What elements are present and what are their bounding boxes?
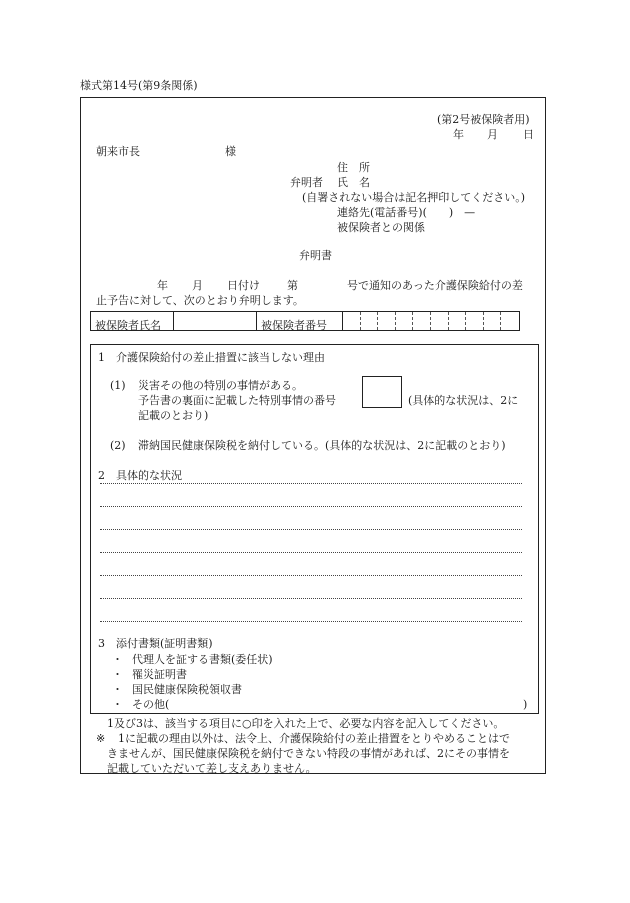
form-number: 様式第14号(第9条関係)	[80, 79, 198, 92]
section1-item1-note-b: 記載のとおり)	[138, 409, 209, 422]
insured-type-label: (第2号被保険者用)	[437, 113, 530, 126]
situation-writing-line[interactable]	[100, 621, 522, 622]
insured-number-label-cell	[257, 312, 343, 330]
digit-cell	[413, 312, 431, 330]
intro-month: 月	[192, 279, 203, 292]
situation-writing-line[interactable]	[100, 598, 522, 599]
situation-writing-line[interactable]	[100, 575, 522, 576]
digit-cell	[378, 312, 396, 330]
situation-writing-line[interactable]	[100, 552, 522, 553]
intro-line2: 止予告に対して、次のとおり弁明します。	[96, 294, 304, 307]
applicant-role-label: 弁明者	[290, 176, 323, 189]
digit-cell	[396, 312, 414, 330]
section1-item2-text: 滞納国民健康保険税を納付している。(具体的な状況は、2に記載のとおり)	[138, 439, 506, 452]
attachment-item-other[interactable]: その他(	[132, 698, 170, 711]
digit-cell	[484, 312, 502, 330]
bullet: ・	[112, 698, 123, 711]
situation-writing-line[interactable]	[100, 506, 522, 507]
note-line2: 1に記載の理由以外は、法令上、介護保険給付の差止措置をとりやめることはで	[118, 732, 510, 745]
bullet: ・	[112, 668, 123, 681]
seal-note: (自署されない場合は記名押印してください。)	[302, 191, 526, 204]
addressee-honorific: 様	[225, 145, 236, 158]
addressee-name: 朝来市長	[96, 145, 140, 158]
digit-cell	[501, 312, 519, 330]
relation-label: 被保険者との関係	[337, 221, 425, 234]
note-line3: きませんが、国民健康保険税を納付できない特段の事情があれば、2にその事情を	[107, 747, 510, 760]
bullet: ・	[112, 683, 123, 696]
digit-cell	[361, 312, 379, 330]
insured-name-label-cell	[91, 312, 174, 330]
insured-number-label: 被保険者番号	[261, 319, 327, 332]
intro-number-prefix: 第	[287, 279, 298, 292]
insured-name-label: 被保険者氏名	[95, 319, 161, 332]
section1-heading: 1 介護保険給付の差止措置に該当しない理由	[98, 351, 325, 364]
date-day: 日	[523, 128, 534, 141]
date-year: 年	[453, 128, 464, 141]
digit-cell	[343, 312, 361, 330]
date-month: 月	[487, 128, 498, 141]
document-title: 弁明書	[299, 249, 332, 262]
section1-item1-line2: 予告書の裏面に記載した特別事情の番号	[138, 394, 336, 407]
attachment-item[interactable]: 国民健康保険税領収書	[132, 683, 242, 696]
section1-item2-number: (2)	[110, 439, 126, 452]
section1-item1-note-a: (具体的な状況は、2に	[408, 394, 519, 407]
section3-heading: 3 添付書類(証明書類)	[98, 637, 213, 650]
section2-heading: 2 具体的な状況	[98, 469, 182, 482]
intro-line1-rest: 号で通知のあった介護保険給付の差	[347, 279, 523, 292]
insured-name-field[interactable]	[174, 312, 257, 330]
section1-item1-line1: 災害その他の特別の事情がある。	[138, 379, 303, 392]
address-label: 住 所	[337, 161, 370, 174]
attachment-item[interactable]: 罹災証明書	[132, 668, 187, 681]
intro-day-dated: 日付け	[227, 279, 260, 292]
attachment-item[interactable]: 代理人を証する書類(委任状)	[132, 653, 273, 666]
note-line4: 記載していただいて差し支えありません。	[107, 762, 317, 775]
situation-writing-line[interactable]	[100, 529, 522, 530]
intro-year: 年	[157, 279, 168, 292]
other-close-paren: )	[523, 698, 528, 711]
special-circumstance-number-box[interactable]	[362, 376, 402, 408]
digit-cell	[431, 312, 449, 330]
contact-label: 連絡先(電話番号)( ) —	[337, 206, 476, 219]
note-line1: 1及び3は、該当する項目に○印を入れた上で、必要な内容を記入してください。	[107, 717, 505, 730]
applicant-name-label: 氏 名	[337, 176, 370, 189]
section1-item1-number: (1)	[110, 379, 126, 392]
note-mark: ※	[96, 732, 106, 745]
insured-info-table	[90, 311, 520, 331]
insured-number-field[interactable]	[343, 312, 519, 330]
digit-cell	[466, 312, 484, 330]
situation-writing-line[interactable]	[100, 483, 522, 484]
bullet: ・	[112, 653, 123, 666]
digit-cell	[449, 312, 467, 330]
